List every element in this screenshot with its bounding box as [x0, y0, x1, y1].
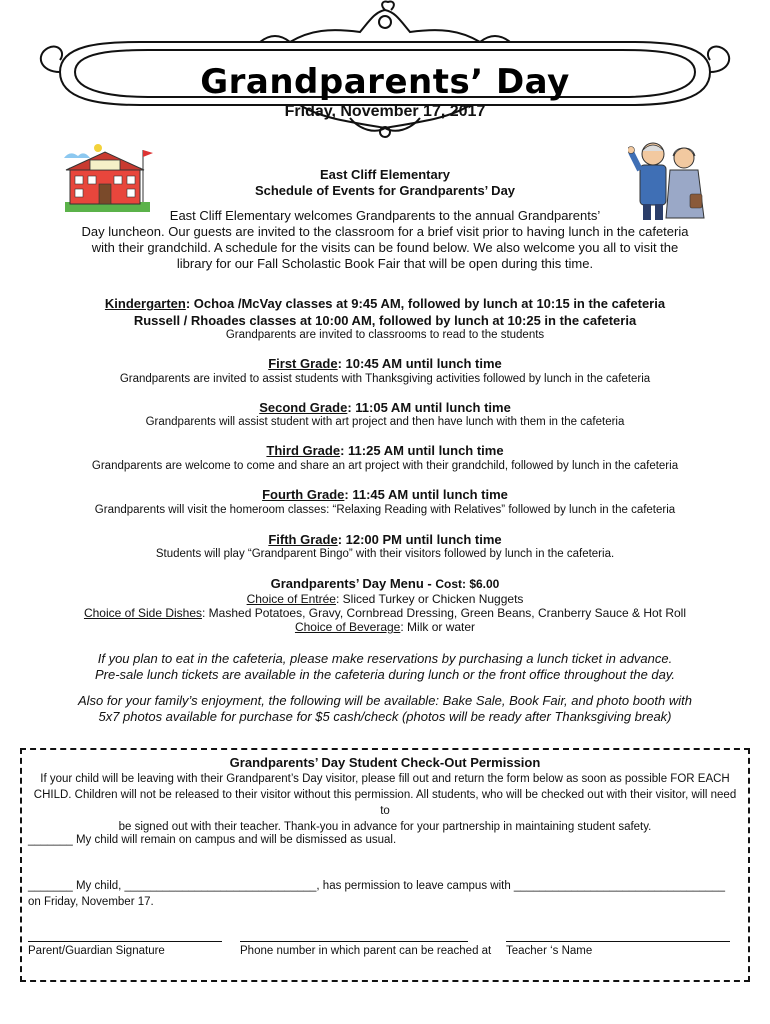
- menu-title-text: Grandparents’ Day Menu -: [270, 576, 436, 591]
- intro-line: Day luncheon. Our guests are invited to the classroom for a brief visit prior to having lunch in the cafeteria: [81, 224, 689, 239]
- first-grade-time: : 10:45 AM until lunch time: [337, 356, 502, 371]
- reservation-notice: [0, 651, 770, 683]
- teacher-name-line[interactable]: [506, 941, 730, 942]
- event-date: Friday, November 17, 2017: [284, 103, 486, 120]
- menu-sides: [0, 606, 770, 620]
- fifth-grade-note: Students will play “Grandparent Bingo” with their visitors followed by lunch in the cafeteria.: [155, 548, 615, 560]
- first-grade-note: Grandparents are invited to assist students with Thanksgiving activities followed by lunch in the cafeteria: [119, 373, 651, 385]
- school-name: East Cliff Elementary: [319, 167, 451, 182]
- beverage-value: : Milk or water: [400, 620, 476, 634]
- kindergarten-schedule-2: Russell / Rhoades classes at 10:00 AM, followed by lunch at 10:25 in the cafeteria: [133, 313, 637, 328]
- kindergarten-note: Grandparents are invited to classrooms to read to the students: [225, 329, 545, 341]
- instruction-line: be signed out with their teacher. Thank-you in advance for your partnership in maintaining student safety.: [118, 821, 652, 833]
- page-title: Grandparents’ Day: [200, 62, 570, 102]
- school-header: [0, 167, 770, 199]
- instruction-line: If your child will be leaving with their Grandparent’s Day visitor, please fill out and return the form below as soon as possible FOR EACH: [40, 773, 730, 785]
- teacher-name-label: Teacher ‘s Name: [506, 945, 593, 957]
- checkout-instructions: [30, 771, 740, 835]
- option-leave-campus[interactable]: _______ My child, ______________________________, has permission to leave campus with _________________________________: [28, 880, 725, 892]
- fifth-grade-time: : 12:00 PM until lunch time: [337, 532, 502, 547]
- second-grade-time: : 11:05 AM until lunch time: [347, 400, 511, 415]
- first-grade-schedule: [0, 356, 770, 371]
- third-grade-label: Third Grade: [266, 443, 341, 458]
- menu-title: [0, 576, 770, 591]
- kindergarten-time: : Ochoa /McVay classes at 9:45 AM, followed by lunch at 10:15 in the cafeteria: [185, 296, 666, 311]
- menu-cost: Cost: $6.00: [435, 577, 500, 591]
- option-remain-on-campus[interactable]: _______ My child will remain on campus and will be dismissed as usual.: [28, 834, 397, 846]
- notice-line: Pre-sale lunch tickets are available in the cafeteria during lunch or the front office throughout the day.: [94, 667, 676, 682]
- second-grade-note: Grandparents will assist student with art project and then have lunch with them in the cafeteria: [145, 416, 625, 428]
- second-grade-schedule: [0, 400, 770, 415]
- intro-line: East Cliff Elementary welcomes Grandparents to the annual Grandparents’: [169, 208, 601, 223]
- parent-signature-label: Parent/Guardian Signature: [28, 945, 165, 957]
- fourth-grade-time: : 11:45 AM until lunch time: [344, 487, 508, 502]
- intro-line: with their grandchild. A schedule for the visits can be found below. We also welcome you all to visit the: [91, 240, 679, 255]
- intro-line: library for our Fall Scholastic Book Fair that will be open during this time.: [176, 256, 594, 271]
- entree-value: : Sliced Turkey or Chicken Nuggets: [335, 592, 524, 606]
- instruction-line: CHILD. Children will not be released to their visitor without this permission. All students, who will be checked out with their visitor, will need to: [33, 789, 737, 817]
- third-grade-time: : 11:25 AM until lunch time: [340, 443, 504, 458]
- second-grade-label: Second Grade: [259, 400, 348, 415]
- menu-entree: [0, 592, 770, 606]
- sides-label: Choice of Side Dishes: [83, 606, 203, 620]
- phone-number-label: Phone number in which parent can be reached at: [240, 945, 492, 957]
- option-leave-date: on Friday, November 17.: [28, 896, 154, 908]
- menu-beverage: [0, 620, 770, 634]
- phone-number-line[interactable]: [240, 941, 468, 942]
- fourth-grade-label: Fourth Grade: [262, 487, 345, 502]
- first-grade-label: First Grade: [268, 356, 338, 371]
- family-notice: [0, 693, 770, 725]
- third-grade-note: Grandparents are welcome to come and share an art project with their grandchild, followed by lunch in the cafeteria: [91, 460, 679, 472]
- intro-paragraph: [55, 208, 715, 272]
- notice-line: Also for your family’s enjoyment, the following will be available: Bake Sale, Book Fair, and photo booth with: [78, 693, 692, 708]
- notice-line: If you plan to eat in the cafeteria, please make reservations by purchasing a lunch ticket in advance.: [97, 651, 673, 666]
- fourth-grade-note: Grandparents will visit the homeroom classes: “Relaxing Reading with Relatives” followed by lunch in the cafeteria: [94, 504, 676, 516]
- fifth-grade-label: Fifth Grade: [268, 532, 338, 547]
- kindergarten-label: Kindergarten: [104, 296, 186, 311]
- schedule-subtitle: Schedule of Events for Grandparents’ Day: [254, 183, 516, 198]
- kindergarten-schedule: [0, 296, 770, 311]
- fourth-grade-schedule: [0, 487, 770, 502]
- fifth-grade-schedule: [0, 532, 770, 547]
- beverage-label: Choice of Beverage: [294, 620, 401, 634]
- sides-value: : Mashed Potatoes, Gravy, Cornbread Dressing, Green Beans, Cranberry Sauce & Hot Roll: [202, 606, 687, 620]
- checkout-title: Grandparents’ Day Student Check-Out Permission: [229, 755, 541, 770]
- entree-label: Choice of Entrée: [246, 592, 336, 606]
- parent-signature-line[interactable]: [28, 941, 222, 942]
- notice-line: 5x7 photos available for purchase for $5 cash/check (photos will be ready after Thanksgiving break): [98, 709, 672, 724]
- third-grade-schedule: [0, 443, 770, 458]
